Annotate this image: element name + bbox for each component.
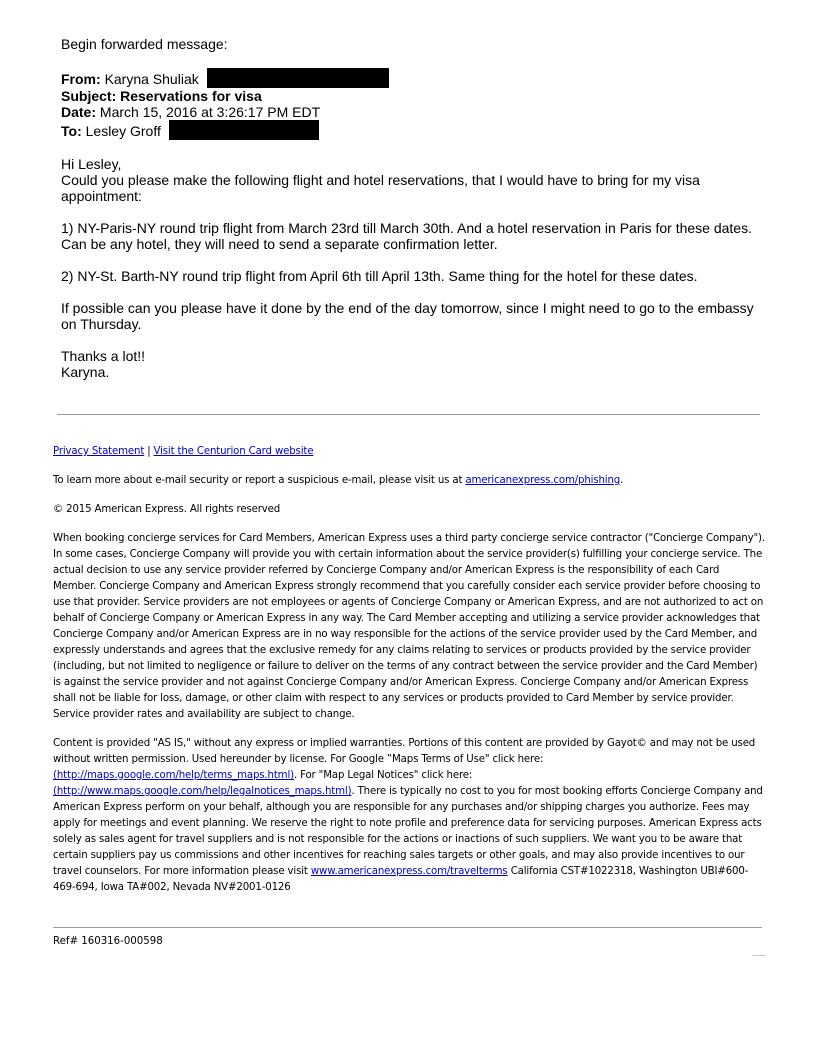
- greeting: Hi Lesley,: [61, 156, 122, 172]
- from-value: Karyna Shuliak: [104, 71, 199, 87]
- reference-number: Ref# 160316-000598: [53, 936, 163, 947]
- subject-line: [61, 88, 761, 104]
- amex-footer: [53, 444, 765, 909]
- concierge-disclaimer: When booking concierge services for Card Members, American Express uses a third party concierge service contractor ("Concierge Company"). In some cases, Concierge Company will provide you with certain information about the service provider(s) fulfilling your concierge service. The actual decision to use any service provider referred by Concierge Company and/or American Express is the responsibility of each Card Member. Concierge Company and American Express strongly recommend that you carefully consider each service provider before choosing to use that provider. Service providers are not employees or agents of Concierge Company or American Express, and are not authorized to act on behalf of Concierge Company or American Express in any way. The Card Member accepting and utilizing a service provider acknowledges that Concierge Company and/or American Express are in no way responsible for the actions of the service provider used by the Card Member, and expressly understands and agrees that the exclusive remedy for any claims relating to services or products provided by the service provider (including, but not limited to negligence or failure to deliver on the terms of any contract between the service provider and the Card Member) is against the service provider and not against Concierge Company and/or American Express. Concierge Company and/or American Express shall not be liable for loss, damage, or other claim with respect to any services or products provided to Card Member by service provider. Service provider rates and availability are subject to change.: [53, 533, 765, 720]
- period: .: [620, 475, 624, 486]
- date-line: [61, 104, 761, 120]
- content-disclaimer: [53, 736, 765, 896]
- disclaimer-text: . For "Map Legal Notices" click here:: [293, 770, 473, 781]
- request-item-1: 1) NY-Paris-NY round trip flight from March 23rd till March 30th. And a hotel reservation in Paris for these dates. Can be any hotel, they will need to send a separate confirmation letter.: [61, 220, 752, 252]
- to-value: Lesley Groff: [85, 123, 161, 139]
- redacted-block: [207, 68, 389, 88]
- forward-header: Begin forwarded message:: [61, 36, 228, 52]
- divider: [53, 927, 762, 928]
- travelterms-link[interactable]: www.americanexpress.com/travelterms: [310, 866, 508, 877]
- to-line: [61, 120, 761, 140]
- redacted-block: [169, 120, 319, 140]
- security-text: To learn more about e-mail security or report a suspicious e-mail, please visit us at: [53, 475, 463, 486]
- subject-value: Reservations for visa: [120, 88, 262, 104]
- license-numbers: California CST#1022318, Washington UBI#600-469-694, Iowa TA#002, Nevada NV#2001-0126: [53, 866, 749, 893]
- link-separator: |: [147, 446, 151, 457]
- copyright: © 2015 American Express. All rights reserved: [53, 504, 281, 515]
- email-body: [61, 156, 761, 380]
- page-mark: [752, 955, 766, 956]
- phishing-link[interactable]: americanexpress.com/phishing: [465, 475, 621, 486]
- centurion-website-link[interactable]: Visit the Centurion Card website: [153, 446, 314, 457]
- from-label: From:: [61, 71, 101, 87]
- signature: Karyna.: [61, 364, 110, 380]
- to-label: To:: [61, 123, 82, 139]
- footer-links: [53, 444, 765, 460]
- divider: [57, 414, 760, 415]
- body-paragraph: Could you please make the following flight and hotel reservations, that I would have to bring for my visa appointment:: [61, 172, 700, 204]
- request-item-2: 2) NY-St. Barth-NY round trip flight from April 6th till April 13th. Same thing for the hotel for these dates.: [61, 268, 698, 284]
- disclaimer-text: . There is typically no cost to you for most booking efforts Concierge Company and American Express perform on your behalf, although you are responsible for any purchases and/or shipping charges you authorize. Fees may apply for meetings and event planning. We reserve the right to note profile and preference data for servicing purposes. American Express acts solely as sales agent for travel suppliers and is not responsible for the actions or inactions of such suppliers. We want you to be aware that certain suppliers pay us commissions and other incentives for reaching sales targets or other goals, and may also provide incentives to our travel counselors. For more information please visit: [53, 786, 763, 877]
- date-label: Date:: [61, 104, 97, 120]
- subject-label: Subject:: [61, 88, 117, 104]
- body-paragraph: If possible can you please have it done by the end of the day tomorrow, since I might need to go to the embassy on Thursday.: [61, 300, 754, 332]
- disclaimer-text: Content is provided "AS IS," without any express or implied warranties. Portions of this content are provided by Gayot© and may not be used without written permission. Used hereunder by license. For Google ‟Maps Terms of Use" click here:: [53, 738, 756, 765]
- maps-legal-notices-link[interactable]: (http://www.maps.google.com/help/legalnotices_maps.html): [53, 786, 352, 797]
- date-value: March 15, 2016 at 3:26:17 PM EDT: [99, 104, 321, 120]
- security-notice: [53, 473, 765, 489]
- forwarded-email: [61, 36, 761, 380]
- maps-terms-link[interactable]: (http://maps.google.com/help/terms_maps.html): [53, 770, 294, 781]
- from-line: [61, 68, 761, 88]
- privacy-statement-link[interactable]: Privacy Statement: [53, 446, 145, 457]
- closing: Thanks a lot!!: [61, 348, 146, 364]
- email-headers: [61, 68, 761, 140]
